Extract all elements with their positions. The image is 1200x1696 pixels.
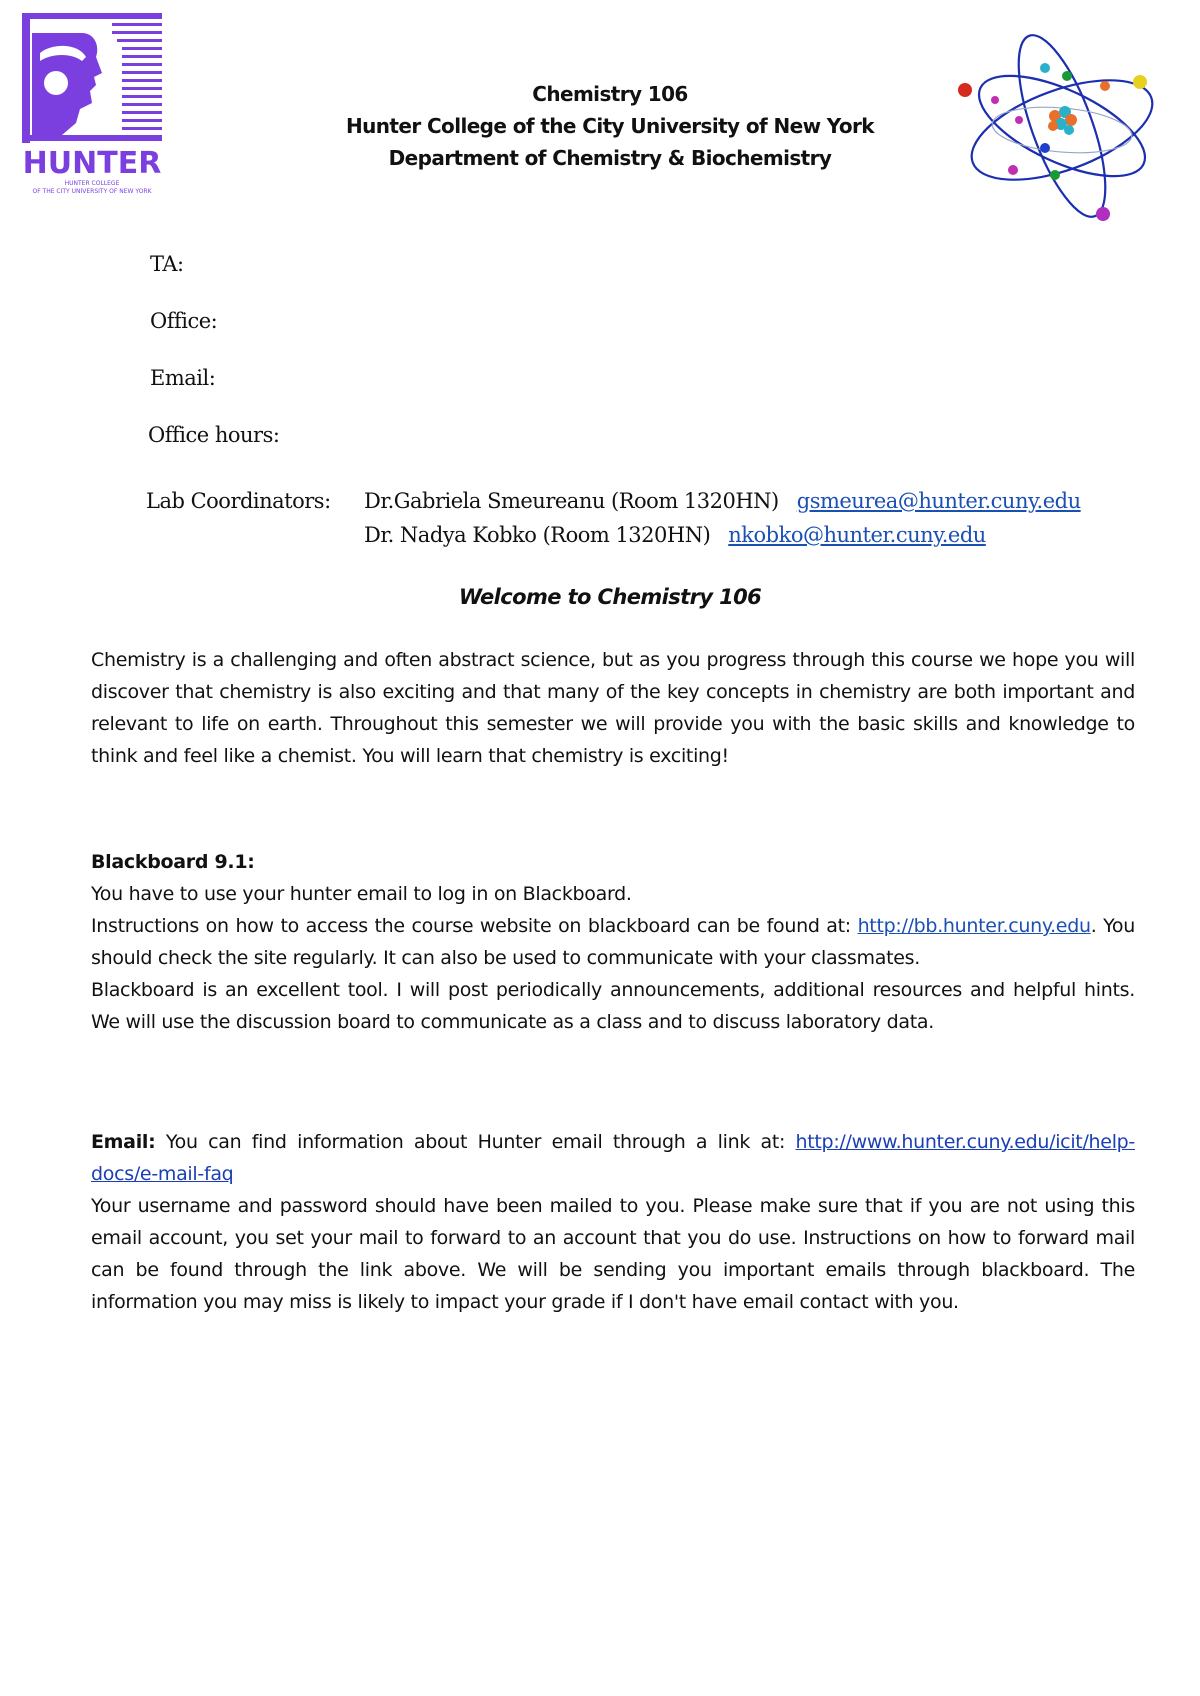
atom-illustration	[955, 20, 1170, 232]
college-name: Hunter College of the City University of New York	[346, 114, 874, 138]
svg-text:HUNTER: HUNTER	[22, 146, 162, 181]
email-section	[91, 1126, 1135, 1318]
blackboard-heading: Blackboard 9.1:	[91, 851, 255, 873]
coordinator-email-link[interactable]: gsmeurea@hunter.cuny.edu	[796, 489, 1081, 513]
hunter-college-logo	[22, 13, 162, 197]
email-intro: Email: You can find information about Hunter email through a link at: http://www.hunter.cuny.edu/icit/help-docs/e-mail-faq	[91, 1131, 1135, 1185]
intro-paragraph: Chemistry is a challenging and often abstract science, but as you progress through this course we hope you will discover that chemistry is also exciting and that many of the key concepts in chemistry are both important and relevant to life on earth. Throughout this semester we will provide you with the basic skills and knowledge to think and feel like a chemist. You will learn that chemistry is exciting!	[91, 649, 1135, 767]
email-field: Email:	[150, 366, 216, 390]
svg-text:HUNTER COLLEGE: HUNTER COLLEGE	[64, 180, 120, 187]
office-field: Office:	[150, 309, 218, 333]
coordinator-email-link[interactable]: nkobko@hunter.cuny.edu	[728, 523, 986, 547]
office-hours-field: Office hours:	[148, 423, 280, 447]
document-header	[300, 78, 920, 174]
course-title: Chemistry 106	[532, 82, 688, 106]
intro-section	[91, 644, 1135, 772]
blackboard-tool-text: Blackboard is an excellent tool. I will post periodically announcements, additional resources and helpful hints. We will use the discussion board to communicate as a class and to discuss laboratory data.	[91, 979, 1135, 1033]
email-faq-link[interactable]: http://www.hunter.cuny.edu/icit/help-docs/e-mail-faq	[91, 1131, 1135, 1185]
ta-field: TA:	[150, 252, 184, 276]
welcome-heading: Welcome to Chemistry 106	[458, 585, 762, 609]
blackboard-login-text: You have to use your hunter email to log in on Blackboard.	[91, 883, 632, 905]
lab-coordinators-label: Lab Coordinators:	[146, 489, 331, 513]
blackboard-instructions: Instructions on how to access the course website on blackboard can be found at: http://bb.hunter.cuny.edu. You should check the site regularly. It can also be used to communicate with your classmates.	[91, 915, 1135, 969]
coordinator-row	[364, 484, 1081, 518]
coordinator-name: Dr.Gabriela Smeureanu (Room 1320HN)	[364, 489, 779, 513]
blackboard-section	[91, 846, 1135, 1038]
email-heading: Email:	[91, 1131, 156, 1153]
svg-text:OF THE CITY UNIVERSITY OF NEW: OF THE CITY UNIVERSITY OF NEW YORK	[32, 188, 152, 195]
department-name: Department of Chemistry & Biochemistry	[388, 146, 832, 170]
blackboard-link[interactable]: http://bb.hunter.cuny.edu	[857, 915, 1091, 937]
email-details: Your username and password should have been mailed to you. Please make sure that if you are not using this email account, you set your mail to forward to an account that you do use. Instructions on how to forward mail can be found through the link above. We will be sending you important emails through blackboard. The information you may miss is likely to impact your grade if I don't have email contact with you.	[91, 1195, 1135, 1313]
coordinator-row	[364, 518, 986, 552]
coordinator-name: Dr. Nadya Kobko (Room 1320HN)	[364, 523, 711, 547]
